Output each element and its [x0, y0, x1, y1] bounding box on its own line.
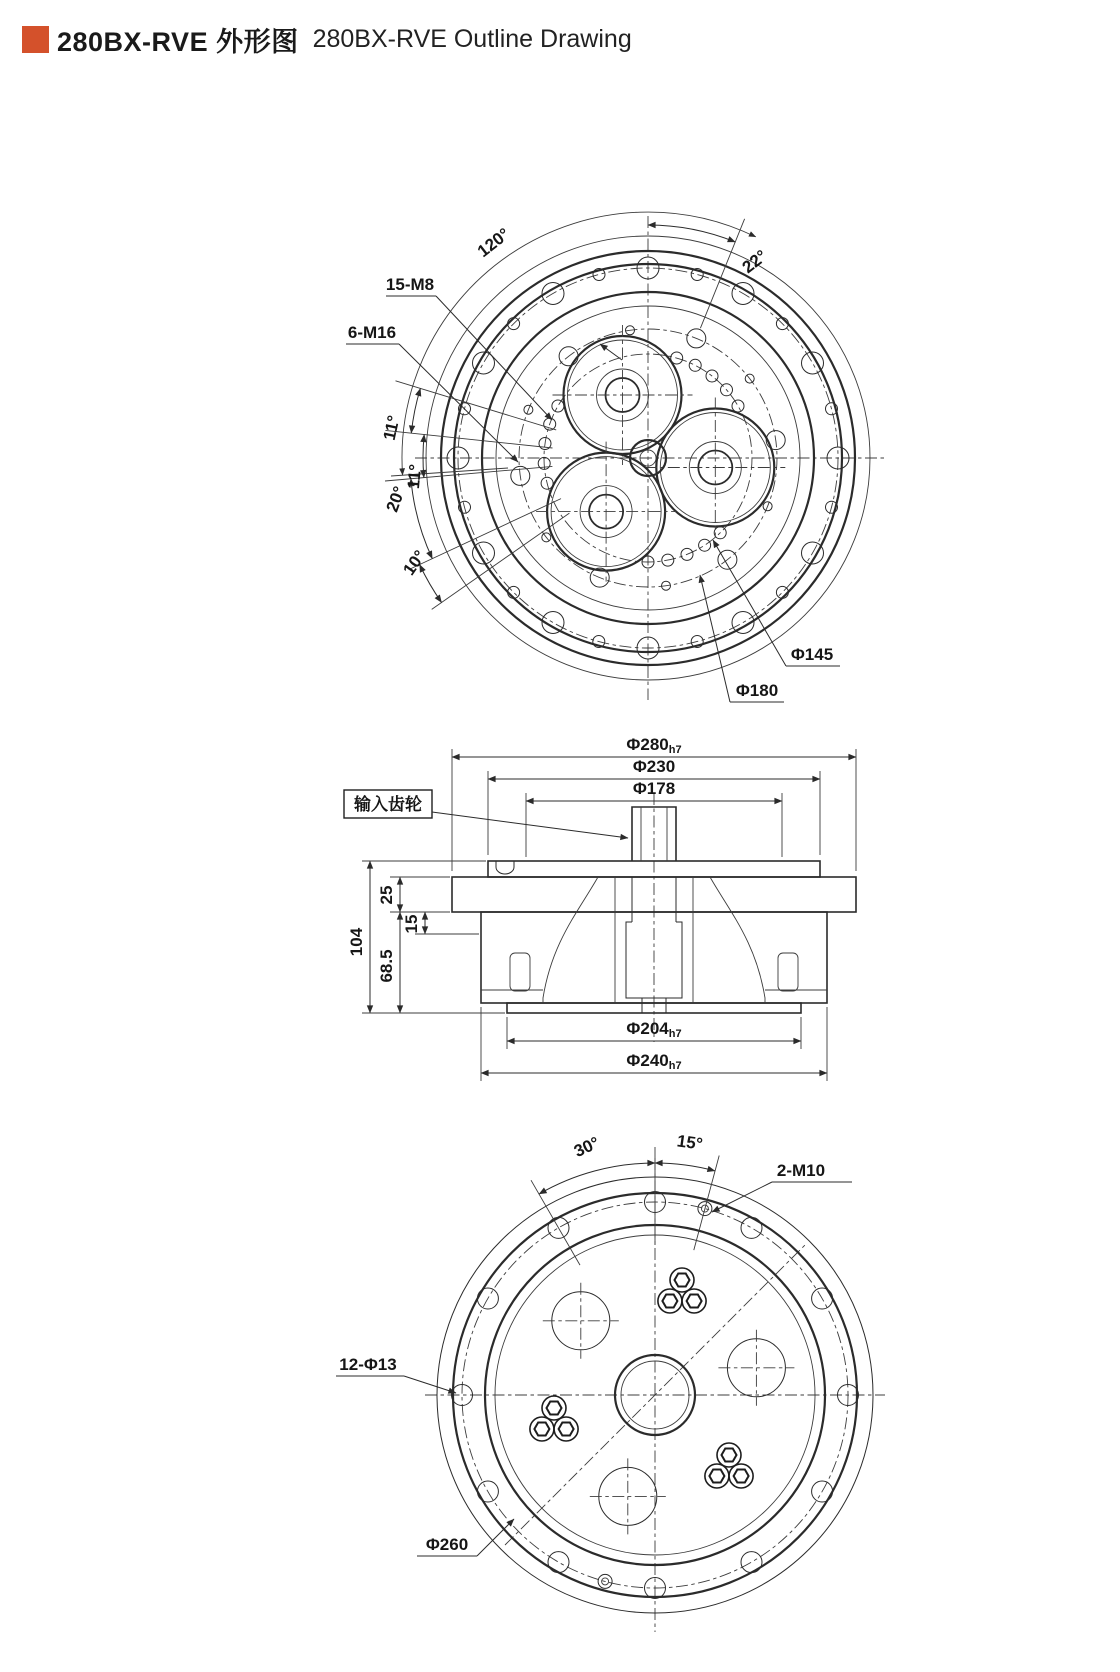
input-gear-callout	[344, 790, 628, 838]
rear-12d13-label: 12-Φ13	[339, 1355, 397, 1374]
section-len685-label: 68.5	[377, 949, 396, 983]
rear-angle-30-label: 30°	[571, 1132, 603, 1162]
front-planet-gears	[536, 325, 785, 582]
section-dia240-label: Φ240h7	[626, 1051, 682, 1072]
input-gear-label: 输入齿轮	[354, 795, 422, 814]
section-bottom-dims	[481, 1007, 827, 1081]
section-dia204-label: Φ204h7	[626, 1019, 682, 1040]
front-6m16-label: 6-M16	[347, 323, 397, 342]
rear-dia260-label: Φ260	[425, 1535, 469, 1554]
section-len104-label: 104	[347, 927, 366, 957]
page-title-zh: 280BX-RVE 外形图	[57, 27, 299, 57]
front-angle-120-label: 120°	[473, 224, 514, 261]
front-angle-22-label: 22°	[738, 246, 771, 278]
section-len15-label: 15	[402, 914, 421, 934]
rear-angle-15-label: 15°	[675, 1131, 704, 1154]
front-dia-callouts	[700, 540, 840, 702]
front-angle-20-label: 20°	[382, 483, 410, 515]
front-view-drawing	[346, 212, 885, 702]
section-dia178-label: Φ178	[632, 779, 676, 798]
front-dia145-label: Φ145	[790, 645, 834, 664]
section-len25-label: 25	[377, 885, 396, 905]
rear-bolt-clusters	[530, 1268, 753, 1488]
section-dia280-label: Φ280h7	[626, 735, 682, 756]
front-angle-10-label: 10°	[399, 546, 430, 579]
rear-view-drawing	[336, 1131, 885, 1632]
page-title-en: 280BX-RVE Outline Drawing	[312, 25, 632, 53]
front-angle-11a-label: 11°	[379, 413, 404, 442]
front-angle-11b-label: 11°	[403, 463, 426, 490]
section-dia230-label: Φ230	[632, 757, 676, 776]
rear-angle-dims	[531, 1147, 719, 1265]
front-m8-holes	[538, 352, 744, 568]
front-15m8-label: 15-M8	[385, 275, 435, 294]
section-view-drawing	[344, 735, 856, 1081]
front-dia180-label: Φ180	[735, 681, 779, 700]
rear-2m10-label: 2-M10	[776, 1161, 826, 1180]
rear-planet-shaft-ends	[543, 1283, 795, 1535]
